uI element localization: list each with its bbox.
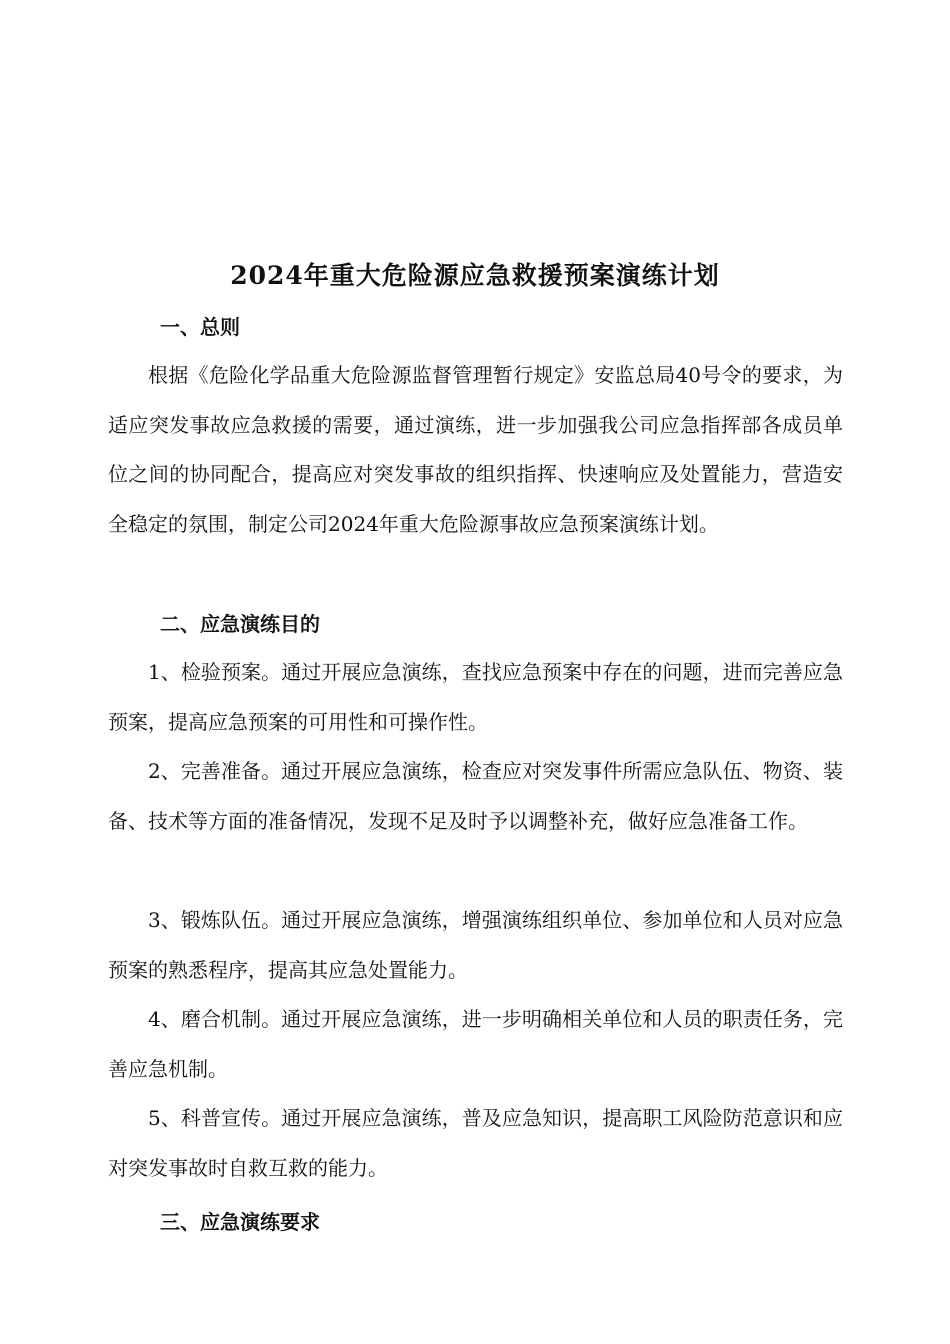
section-heading-purpose: 二、应急演练目的 <box>160 612 320 636</box>
purpose-item-3: 3、锻炼队伍。通过开展应急演练，增强演练组织单位、参加单位和人员对应急预案的熟悉程序，提高其应急处置能力。 <box>108 908 843 982</box>
purpose-item-1: 1、检验预案。通过开展应急演练，查找应急预案中存在的问题，进而完善应急预案，提高应急预案的可用性和可操作性。 <box>108 660 843 734</box>
paragraph-general: 根据《危险化学品重大危险源监督管理暂行规定》安监总局40号令的要求，为适应突发事故应急救援的需要，通过演练，进一步加强我公司应急指挥部各成员单位之间的协同配合，提高应对突发事故的组织指挥、快速响应及处置能力，营造安全稳定的氛围，制定公司2024年重大危险源事故应急预案演练计划。 <box>108 363 843 536</box>
section-heading-general: 一、总则 <box>160 315 240 339</box>
section-heading-requirements: 三、应急演练要求 <box>160 1210 320 1234</box>
purpose-item-5: 5、科普宣传。通过开展应急演练，普及应急知识，提高职工风险防范意识和应对突发事故时自救互救的能力。 <box>108 1106 843 1180</box>
purpose-item-2: 2、完善准备。通过开展应急演练，检查应对突发事件所需应急队伍、物资、装备、技术等方面的准备情况，发现不足及时予以调整补充，做好应急准备工作。 <box>108 759 843 833</box>
purpose-item-4: 4、磨合机制。通过开展应急演练，进一步明确相关单位和人员的职责任务，完善应急机制。 <box>108 1007 843 1081</box>
document-title: 2024年重大危险源应急救援预案演练计划 <box>230 261 720 290</box>
